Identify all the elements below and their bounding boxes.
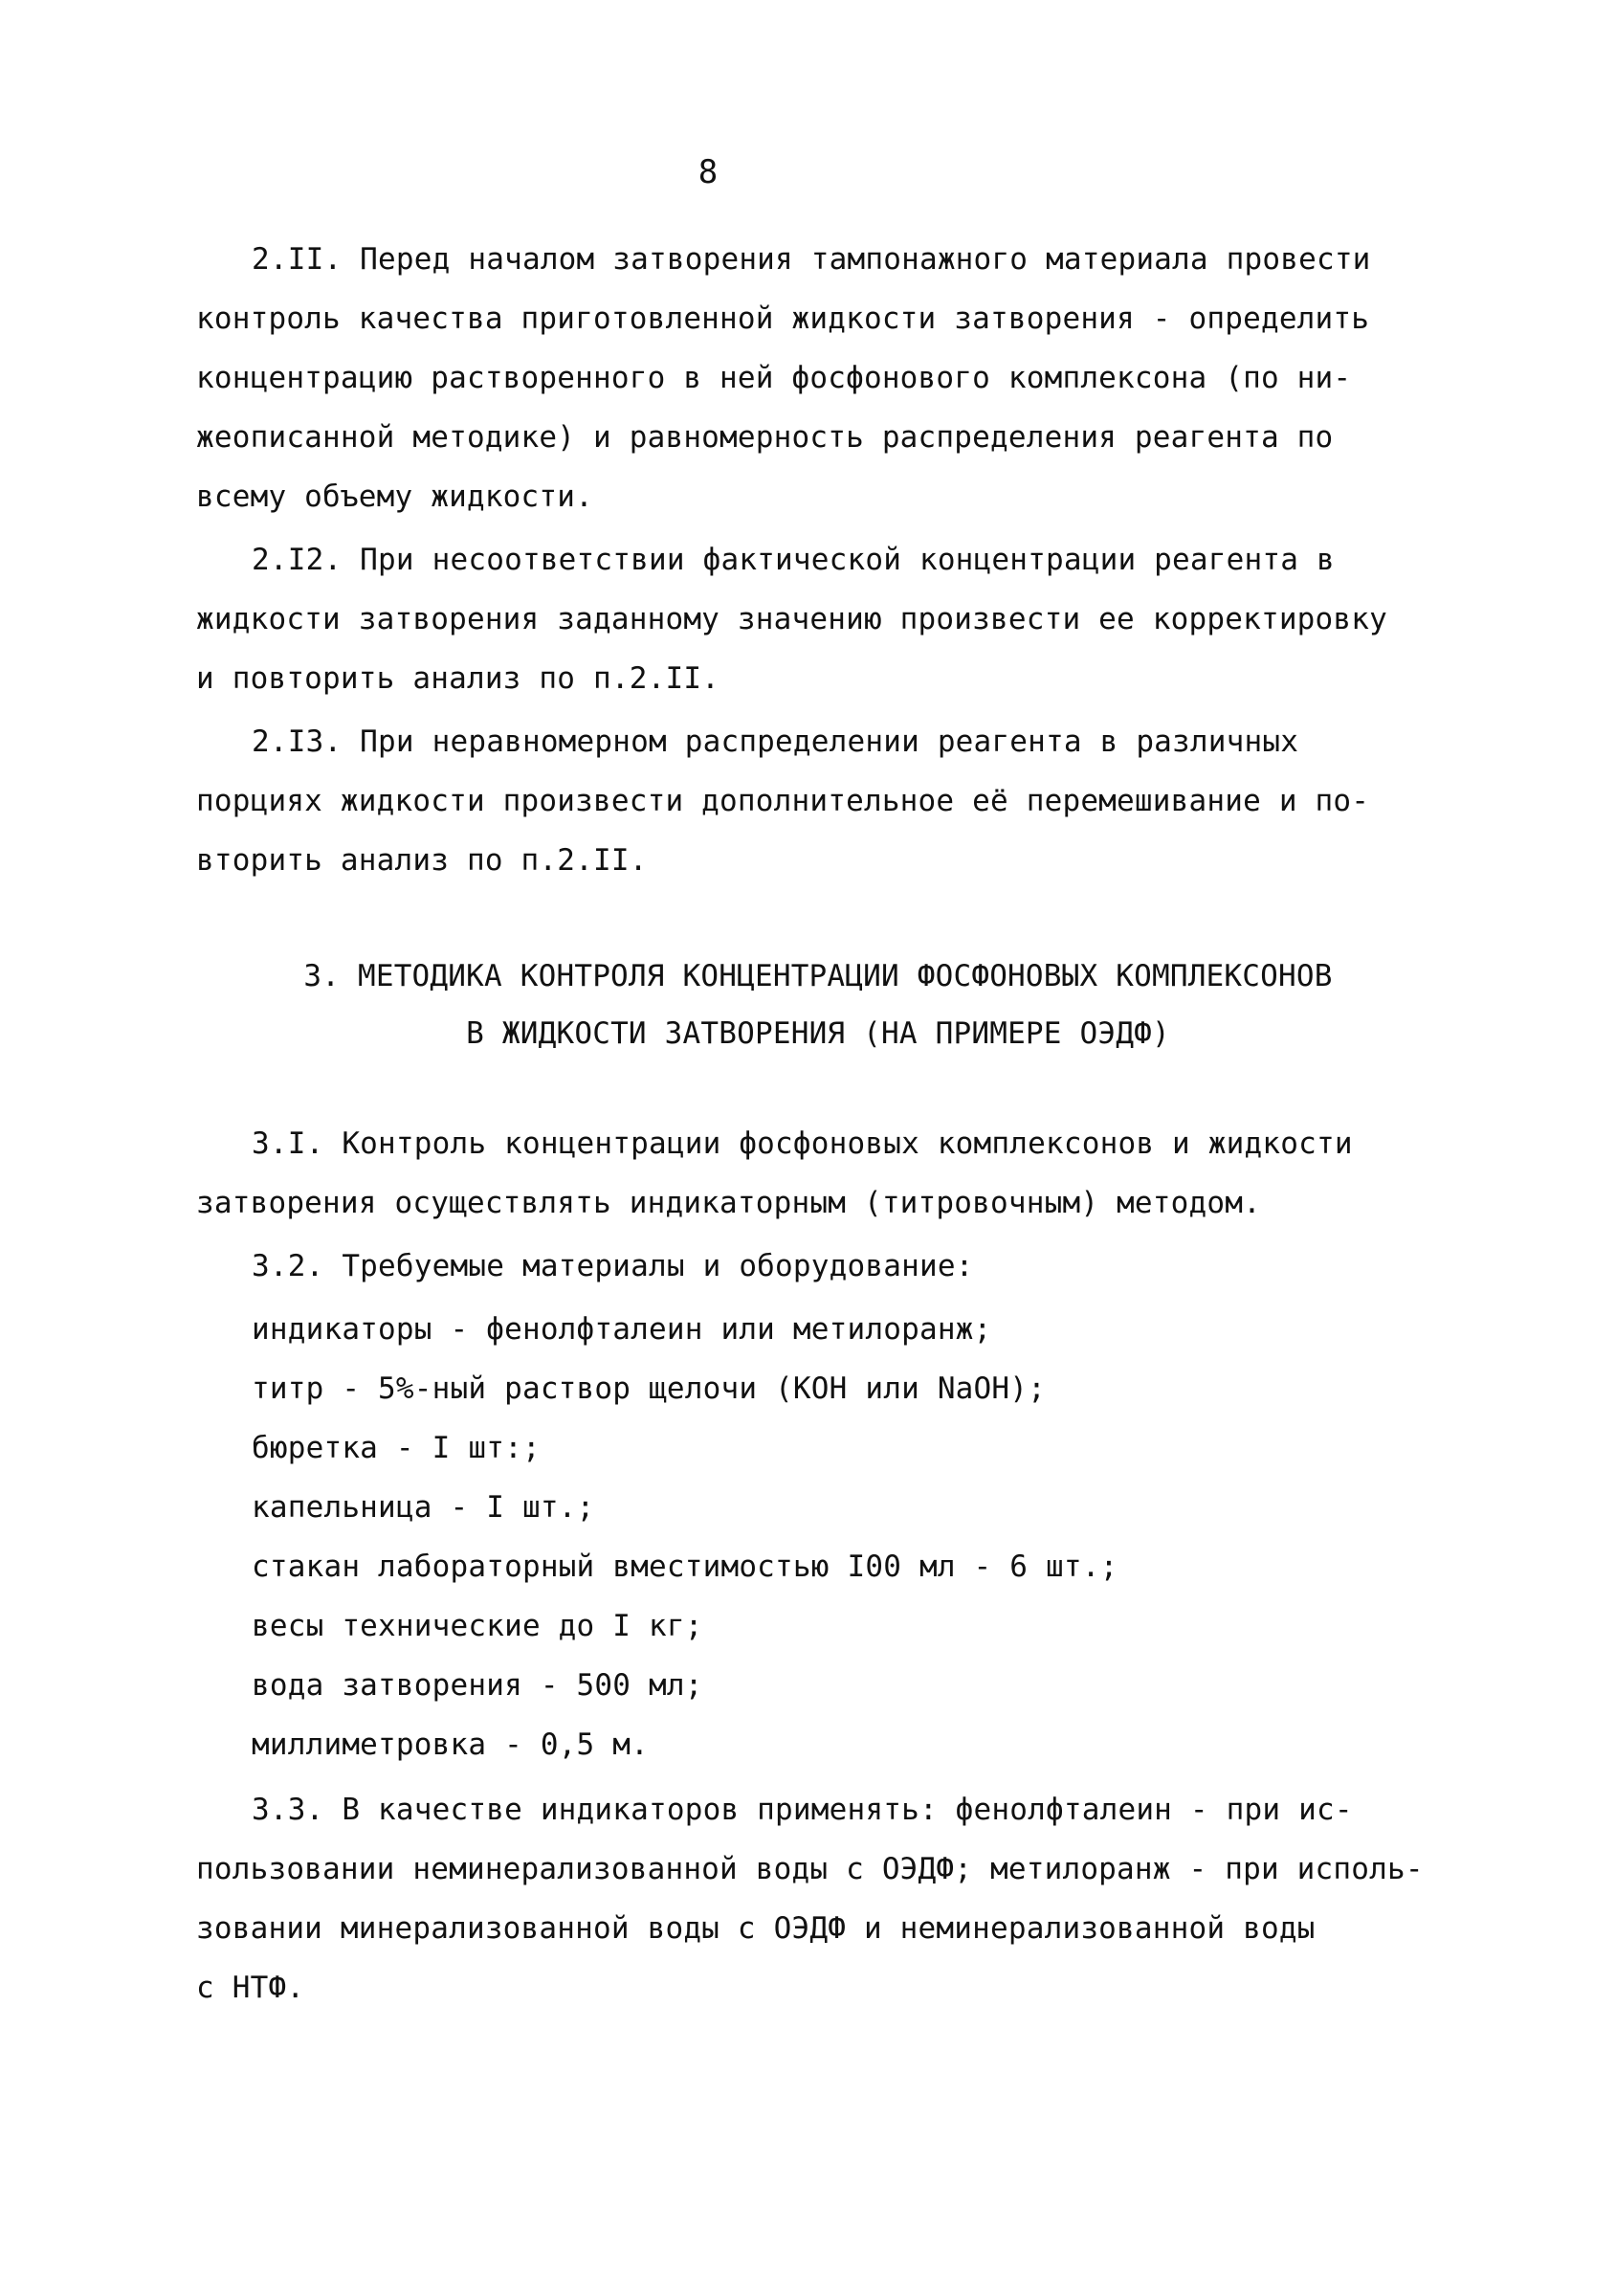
materials-list (196, 1300, 1459, 1774)
paragraph-2-12: 2.I2. При несоответствии фактической концентрации реагента в жидкости затворения заданному значению произвести ее корректировку и повторить анализ по п.2.II. (196, 543, 1387, 696)
paragraph-3-2: 3.2. Требуемые материалы и оборудование: (252, 1249, 974, 1283)
paragraph-3-3: 3.3. В качестве индикаторов применять: фенолфталеин - при ис- пользовании неминерализованной воды с ОЭДФ; метилоранж - при исполь- зовании минерализованной воды с ОЭДФ и неминерализованной воды с НТФ. (196, 1793, 1424, 2005)
paragraph-2-13: 2.I3. При неравномерном распределении реагента в различных порциях жидкости произвести дополнительное её перемешивание и по- вторить анализ по п.2.II. (196, 724, 1370, 878)
list-item: индикаторы - фенолфталеин или метилоранж; (252, 1312, 992, 1347)
paragraph-2-11: 2.II. Перед началом затворения тампонажного материала провести контроль качества приготовленной жидкости затворения - определить концентрацию растворенного в ней фосфонового комплексона (по ни- жеописанной методике) и равномерность распределения реагента по всему объему жидкости. (196, 242, 1371, 514)
page-number: 8 (697, 153, 719, 191)
list-item: титр - 5%-ный раствор щелочи (КОН или NaOH); (252, 1371, 1046, 1406)
list-item: стакан лабораторный вместимостью I00 мл - 6 шт.; (252, 1549, 1118, 1584)
section-3-heading: 3. МЕТОДИКА КОНТРОЛЯ КОНЦЕНТРАЦИИ ФОСФОНОВЫХ КОМПЛЕКСОНОВ В ЖИДКОСТИ ЗАТВОРЕНИЯ (НА ПРИМЕРЕ ОЭДФ) (303, 959, 1333, 1051)
list-item: вода затворения - 500 мл; (252, 1668, 703, 1703)
paragraph-3-1: 3.I. Контроль концентрации фосфоновых комплексонов и жидкости затворения осуществлять индикаторным (титровочным) методом. (196, 1126, 1353, 1220)
list-item: бюретка - I шт:; (252, 1431, 541, 1465)
list-item: миллиметровка - 0,5 м. (252, 1728, 649, 1762)
page-content (196, 230, 1459, 2021)
list-item: капельница - I шт.; (252, 1490, 595, 1525)
list-item: весы технические до I кг; (252, 1609, 703, 1643)
